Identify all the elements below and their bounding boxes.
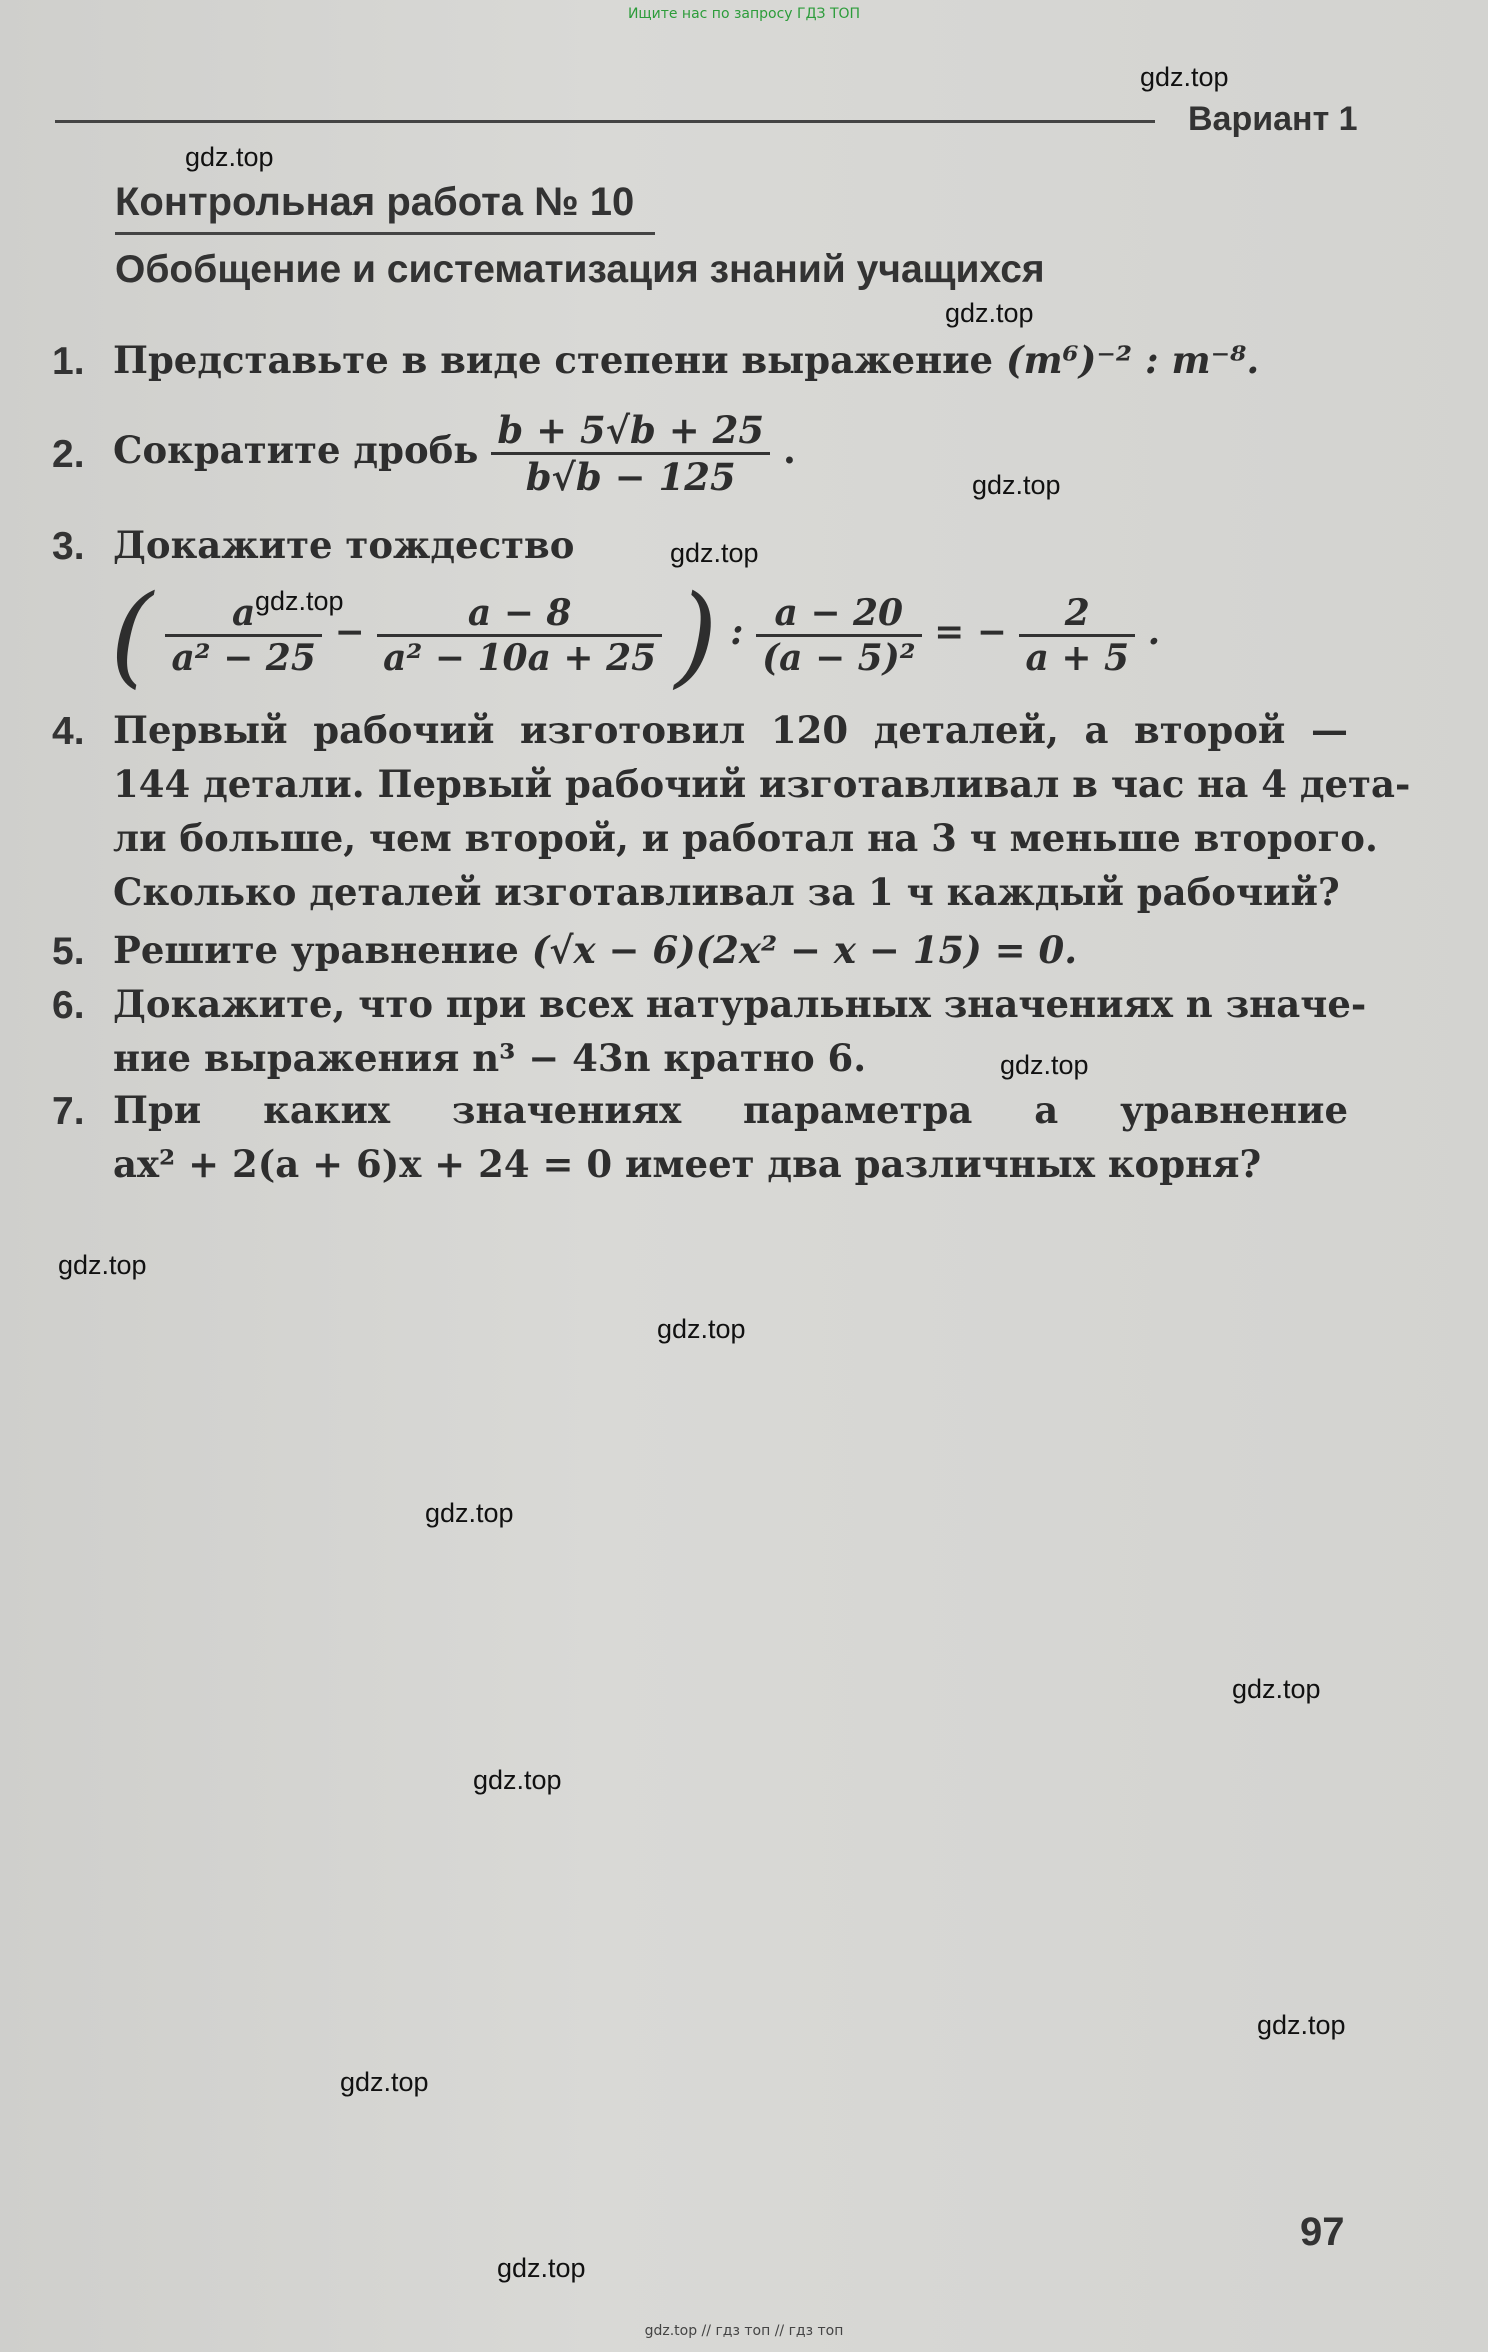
task-6-line: Докажите, что при всех натуральных значениях n значе-: [113, 982, 1367, 1026]
bottom-banner[interactable]: gdz.top // гдз топ // гдз топ: [644, 2323, 844, 2339]
task-1-prompt: Представьте в виде степени выражение: [113, 338, 994, 382]
watermark: gdz.top: [425, 1498, 514, 1528]
fraction: [377, 592, 662, 679]
header-rule: [55, 120, 1155, 123]
division-sign: :: [730, 611, 757, 653]
watermark: gdz.top: [670, 538, 759, 568]
fraction-numerator: a − 8: [377, 592, 662, 637]
watermark: gdz.top: [1257, 2010, 1346, 2040]
task-4-line: 144 детали. Первый рабочий изготавливал в час на 4 дета-: [113, 762, 1411, 806]
fraction-denominator: a² − 25: [171, 636, 316, 679]
page-subtitle: Обобщение и систематизация знаний учащихся: [115, 248, 1045, 291]
watermark: gdz.top: [1140, 62, 1229, 92]
page-number: 97: [1300, 2210, 1345, 2254]
fraction-numerator: a: [165, 592, 321, 637]
watermark: gdz.top: [657, 1314, 746, 1344]
right-paren: ): [674, 571, 718, 699]
task-4-line: ли больше, чем второй, и работал на 3 ч меньше второго.: [113, 816, 1378, 860]
fraction-denominator: (a − 5)²: [762, 636, 916, 679]
variant-label: Вариант 1: [1188, 100, 1358, 138]
watermark: gdz.top: [1232, 1674, 1321, 1704]
task-7-line: При каких значениях параметра a уравнение: [113, 1088, 1348, 1132]
watermark: gdz.top: [497, 2253, 586, 2283]
watermark: gdz.top: [340, 2067, 429, 2097]
task-number: 1.: [52, 340, 85, 383]
fraction-denominator: b√b − 125: [525, 455, 736, 499]
watermark: gdz.top: [473, 1765, 562, 1795]
task-number: 2.: [52, 433, 85, 476]
task-1-expression: (m⁶)⁻² : m⁻⁸.: [1005, 338, 1260, 382]
equals-minus: = −: [934, 611, 1020, 653]
task-4-line: Сколько деталей изготавливал за 1 ч каждый рабочий?: [113, 870, 1340, 914]
task-2-fraction: [491, 408, 770, 499]
watermark: gdz.top: [58, 1250, 147, 1280]
task-5-prompt: Решите уравнение: [113, 928, 519, 972]
watermark: gdz.top: [255, 586, 344, 616]
task-6-line: ние выражения n³ − 43n кратно 6.: [113, 1036, 867, 1080]
task-number: 6.: [52, 984, 85, 1027]
task-7-line: ax² + 2(a + 6)x + 24 = 0 имеет два различных корня?: [113, 1142, 1262, 1186]
fraction-numerator: a − 20: [756, 592, 921, 637]
task-2-prompt: Сократите дробь: [113, 428, 479, 472]
watermark: gdz.top: [1000, 1050, 1089, 1080]
task-number: 4.: [52, 710, 85, 753]
task-4-line: Первый рабочий изготовил 120 деталей, а второй —: [113, 708, 1348, 752]
watermark: gdz.top: [185, 142, 274, 172]
left-paren: (: [110, 571, 153, 699]
task-3-identity: ( $\frac{a}{\text{a² − 25}}$ − $\frac{a - 8}{\text{a² − 10a + 25}}$ ) : $\frac{a - 20}{\text{(a − 5)²}}$ = − $\frac{2}{a + 5}$ .: [110, 571, 1161, 699]
fraction-denominator: a² − 10a + 25: [383, 636, 657, 679]
fraction: [756, 592, 921, 679]
title-underline: [115, 232, 655, 235]
top-banner[interactable]: Ищите нас по запросу ГДЗ ТОП: [627, 6, 861, 22]
task-number: 5.: [52, 930, 85, 973]
watermark: gdz.top: [945, 298, 1034, 328]
fraction-numerator: b + 5√b + 25: [491, 408, 770, 455]
task-number: 3.: [52, 525, 85, 568]
fraction-numerator: 2: [1019, 592, 1135, 637]
fraction-denominator: a + 5: [1025, 636, 1130, 679]
page-title: Контрольная работа № 10: [115, 180, 635, 224]
fraction: [1019, 592, 1135, 679]
task-5-text: [113, 928, 1077, 972]
task-2-text: Сократите дробь $\frac{b + 5√b + 25}{b√b - 125}$ .: [113, 408, 796, 499]
minus-sign: −: [334, 611, 378, 653]
task-number: 7.: [52, 1090, 85, 1133]
task-3-prompt: Докажите тождество: [113, 523, 575, 567]
watermark: gdz.top: [972, 470, 1061, 500]
task-5-equation: (√x − 6)(2x² − x − 15) = 0.: [531, 928, 1078, 972]
task-1-text: [113, 338, 1259, 382]
